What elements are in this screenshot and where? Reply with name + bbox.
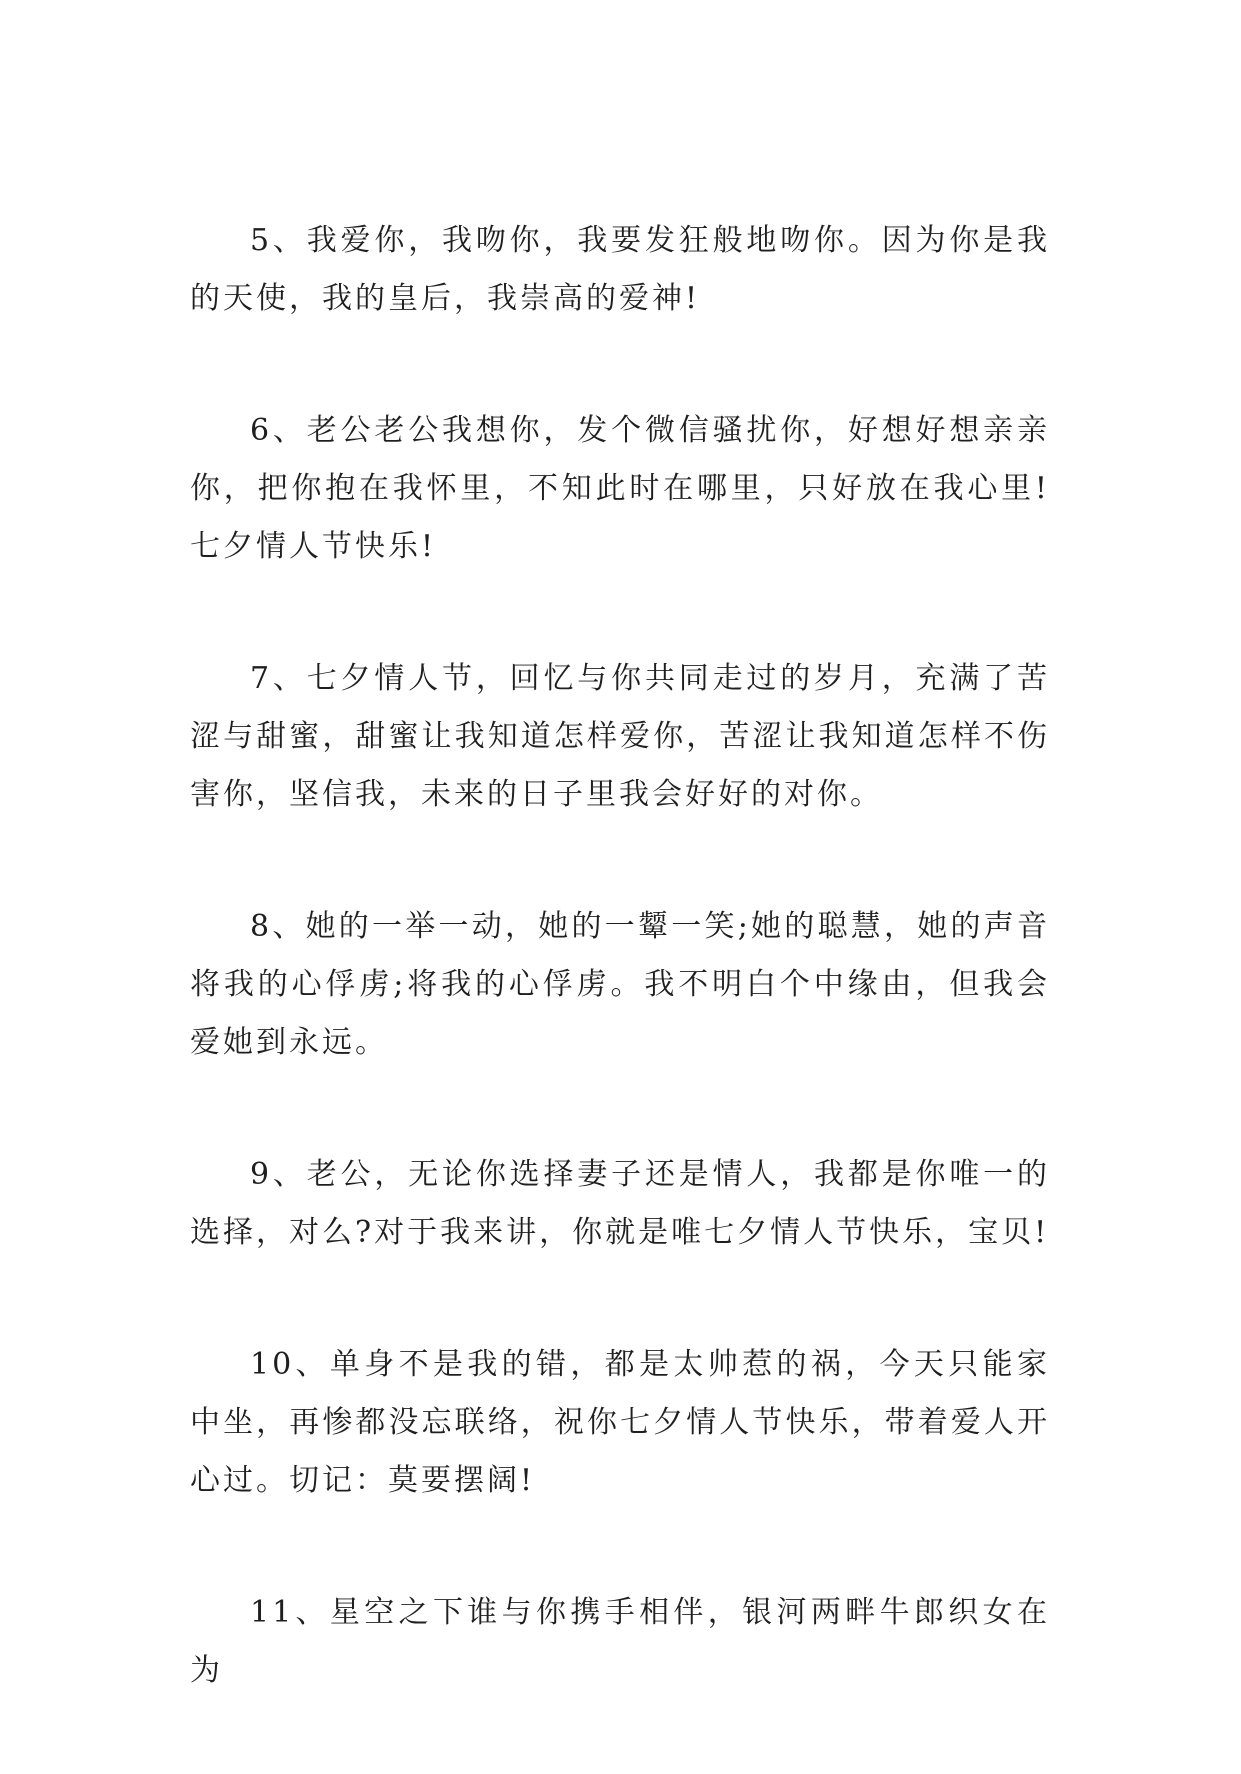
paragraph-6: 6、老公老公我想你，发个微信骚扰你，好想好想亲亲你，把你抱在我怀里，不知此时在哪里，只好放在我心里!七夕情人节快乐! xyxy=(190,413,1050,564)
paragraph-9: 9、老公，无论你选择妻子还是情人，我都是你唯一的选择，对么?对于我来讲，你就是唯七夕情人节快乐，宝贝! xyxy=(190,1157,1050,1250)
paragraph-5: 5、我爱你，我吻你，我要发狂般地吻你。因为你是我的天使，我的皇后，我崇高的爱神! xyxy=(190,223,1050,316)
paragraph-8: 8、她的一举一动，她的一颦一笑;她的聪慧，她的声音将我的心俘虏;将我的心俘虏。我不明白个中缘由，但我会爱她到永远。 xyxy=(190,909,1050,1060)
paragraph-7: 7、七夕情人节，回忆与你共同走过的岁月，充满了苦涩与甜蜜，甜蜜让我知道怎样爱你，苦涩让我知道怎样不伤害你，坚信我，未来的日子里我会好好的对你。 xyxy=(190,661,1050,812)
paragraph-10: 10、单身不是我的错，都是太帅惹的祸，今天只能家中坐，再惨都没忘联络，祝你七夕情人节快乐，带着爱人开心过。切记：莫要摆阔! xyxy=(190,1347,1050,1498)
document-body xyxy=(190,212,1050,1774)
paragraph-11: 11、星空之下谁与你携手相伴，银河两畔牛郎织女在为 xyxy=(190,1595,1050,1688)
